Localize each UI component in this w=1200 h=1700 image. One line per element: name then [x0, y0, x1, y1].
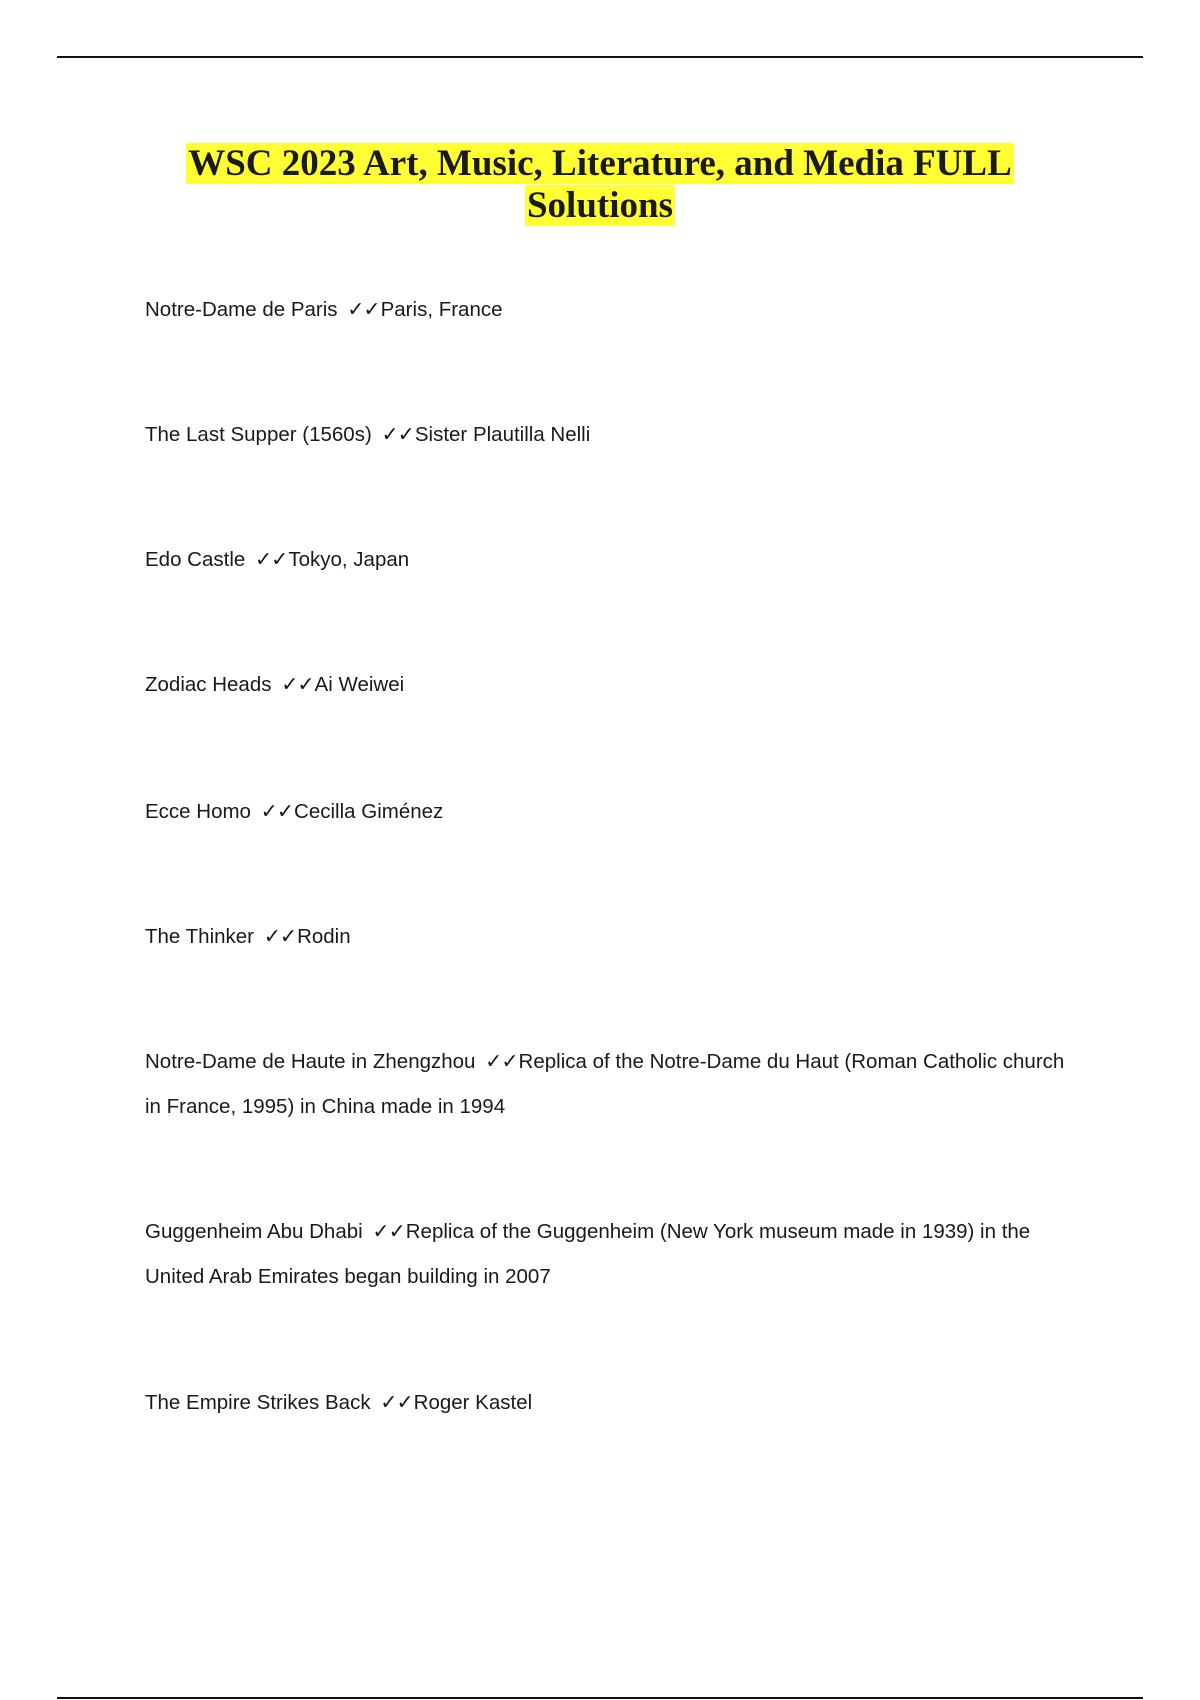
- qa-item-empire-strikes-back: [145, 1380, 1065, 1425]
- qa-answer: Cecilla Giménez: [294, 800, 444, 823]
- qa-answer: Roger Kastel: [413, 1391, 533, 1414]
- qa-term: Ecce Homo: [145, 800, 251, 823]
- double-check-icon: ✓✓: [260, 800, 294, 823]
- qa-item-ecce-homo: [145, 789, 1065, 834]
- double-check-icon: ✓✓: [372, 1220, 405, 1243]
- double-check-icon: ✓✓: [281, 673, 314, 696]
- qa-term: The Last Supper (1560s): [145, 423, 372, 446]
- double-check-icon: ✓✓: [347, 298, 380, 321]
- qa-term: Edo Castle: [145, 548, 246, 571]
- qa-item-notre-dame-paris: [145, 287, 1065, 332]
- qa-term: Notre-Dame de Paris: [145, 298, 338, 321]
- qa-term: Guggenheim Abu Dhabi: [145, 1220, 363, 1243]
- qa-item-notre-dame-zhengzhou: [145, 1039, 1065, 1129]
- double-check-icon: ✓✓: [254, 548, 288, 571]
- qa-answer: Tokyo, Japan: [288, 548, 410, 571]
- qa-item-guggenheim-abu-dhabi: [145, 1209, 1065, 1299]
- qa-answer: Replica of the Notre-Dame du Haut (Roman Catholic church in France, 1995) in China made in 1994: [145, 1050, 1065, 1118]
- double-check-icon: ✓✓: [380, 1391, 413, 1414]
- double-check-icon: ✓✓: [381, 423, 414, 446]
- qa-item-the-thinker: [145, 914, 1065, 959]
- qa-term: Zodiac Heads: [145, 673, 272, 696]
- double-check-icon: ✓✓: [485, 1050, 518, 1073]
- top-rule: [57, 56, 1143, 58]
- qa-answer: Paris, France: [380, 298, 503, 321]
- qa-answer: Rodin: [297, 925, 351, 948]
- qa-term: The Empire Strikes Back: [145, 1391, 371, 1414]
- qa-term: The Thinker: [145, 925, 255, 948]
- title-line-1: WSC 2023 Art, Music, Literature, and Media FULL: [188, 143, 1012, 184]
- qa-answer: Ai Weiwei: [314, 673, 405, 696]
- title-line-2: Solutions: [526, 185, 673, 226]
- double-check-icon: ✓✓: [263, 925, 297, 948]
- qa-term: Notre-Dame de Haute in Zhengzhou: [145, 1050, 476, 1073]
- bottom-rule: [57, 1697, 1143, 1699]
- qa-answer: Replica of the Guggenheim (New York museum made in 1939) in the United Arab Emirates began building in 2007: [145, 1220, 1031, 1288]
- qa-item-edo-castle: [145, 537, 1065, 582]
- qa-item-zodiac-heads: [145, 662, 1065, 707]
- document-title: [100, 143, 1100, 227]
- qa-item-last-supper: [145, 412, 1065, 457]
- qa-answer: Sister Plautilla Nelli: [414, 423, 591, 446]
